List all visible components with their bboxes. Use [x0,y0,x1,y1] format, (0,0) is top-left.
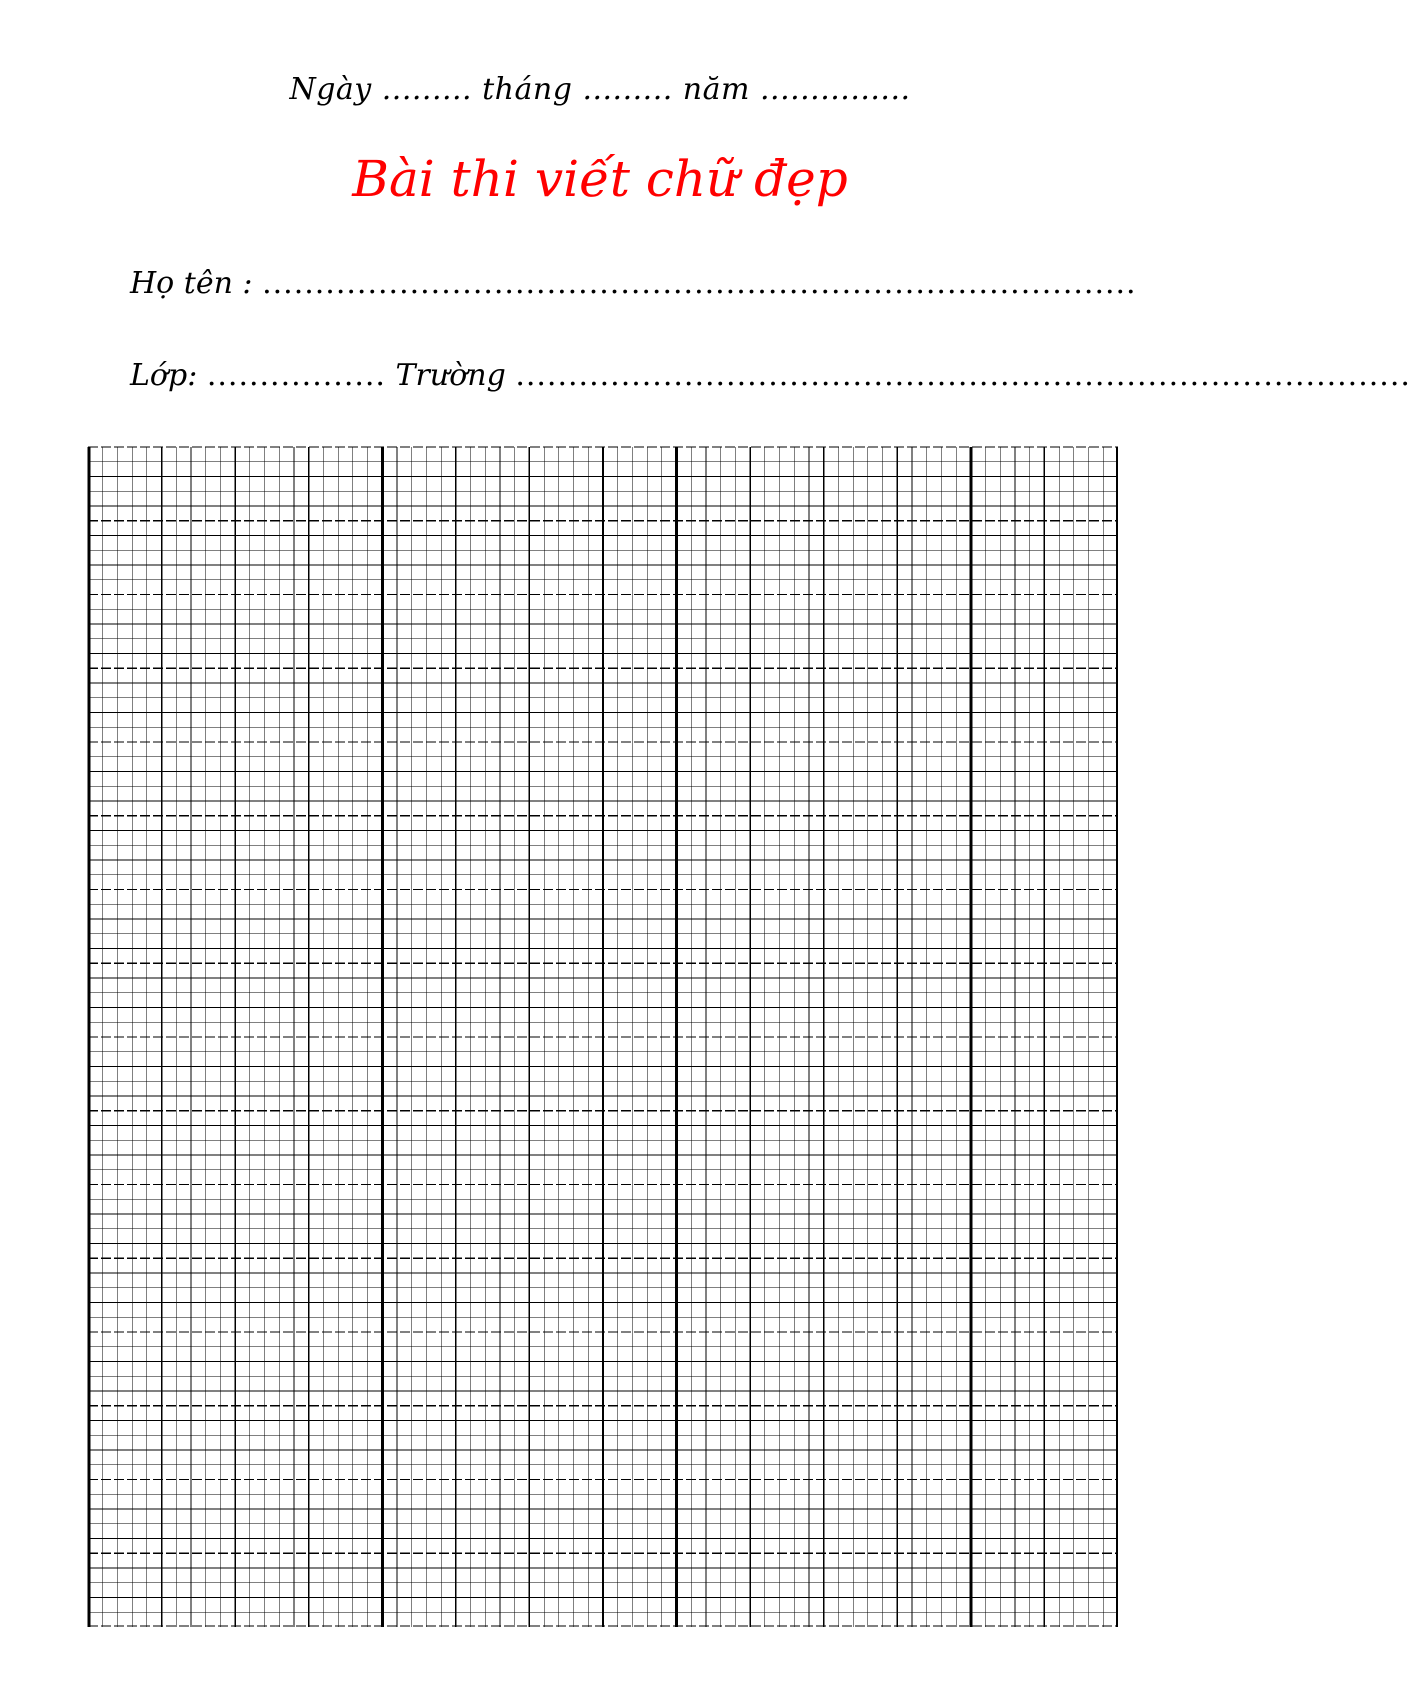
name-label: Họ tên : [130,266,253,301]
school-field-dots[interactable]: ..................................................................................... [515,358,1411,393]
writing-grid-lines [88,447,1118,1627]
date-line: Ngày ......... tháng ......... năm ............... [289,72,911,107]
class-school-row [130,358,1411,393]
class-label: Lớp: [130,358,198,393]
name-field-dots[interactable]: ................................................................................... [262,266,1137,301]
class-field-dots[interactable]: ................. [206,358,386,393]
school-label: Trường [395,358,506,393]
writing-grid[interactable] [88,447,1118,1627]
name-field-row [130,266,1137,301]
page-title: Bài thi viết chữ đẹp [352,150,848,208]
